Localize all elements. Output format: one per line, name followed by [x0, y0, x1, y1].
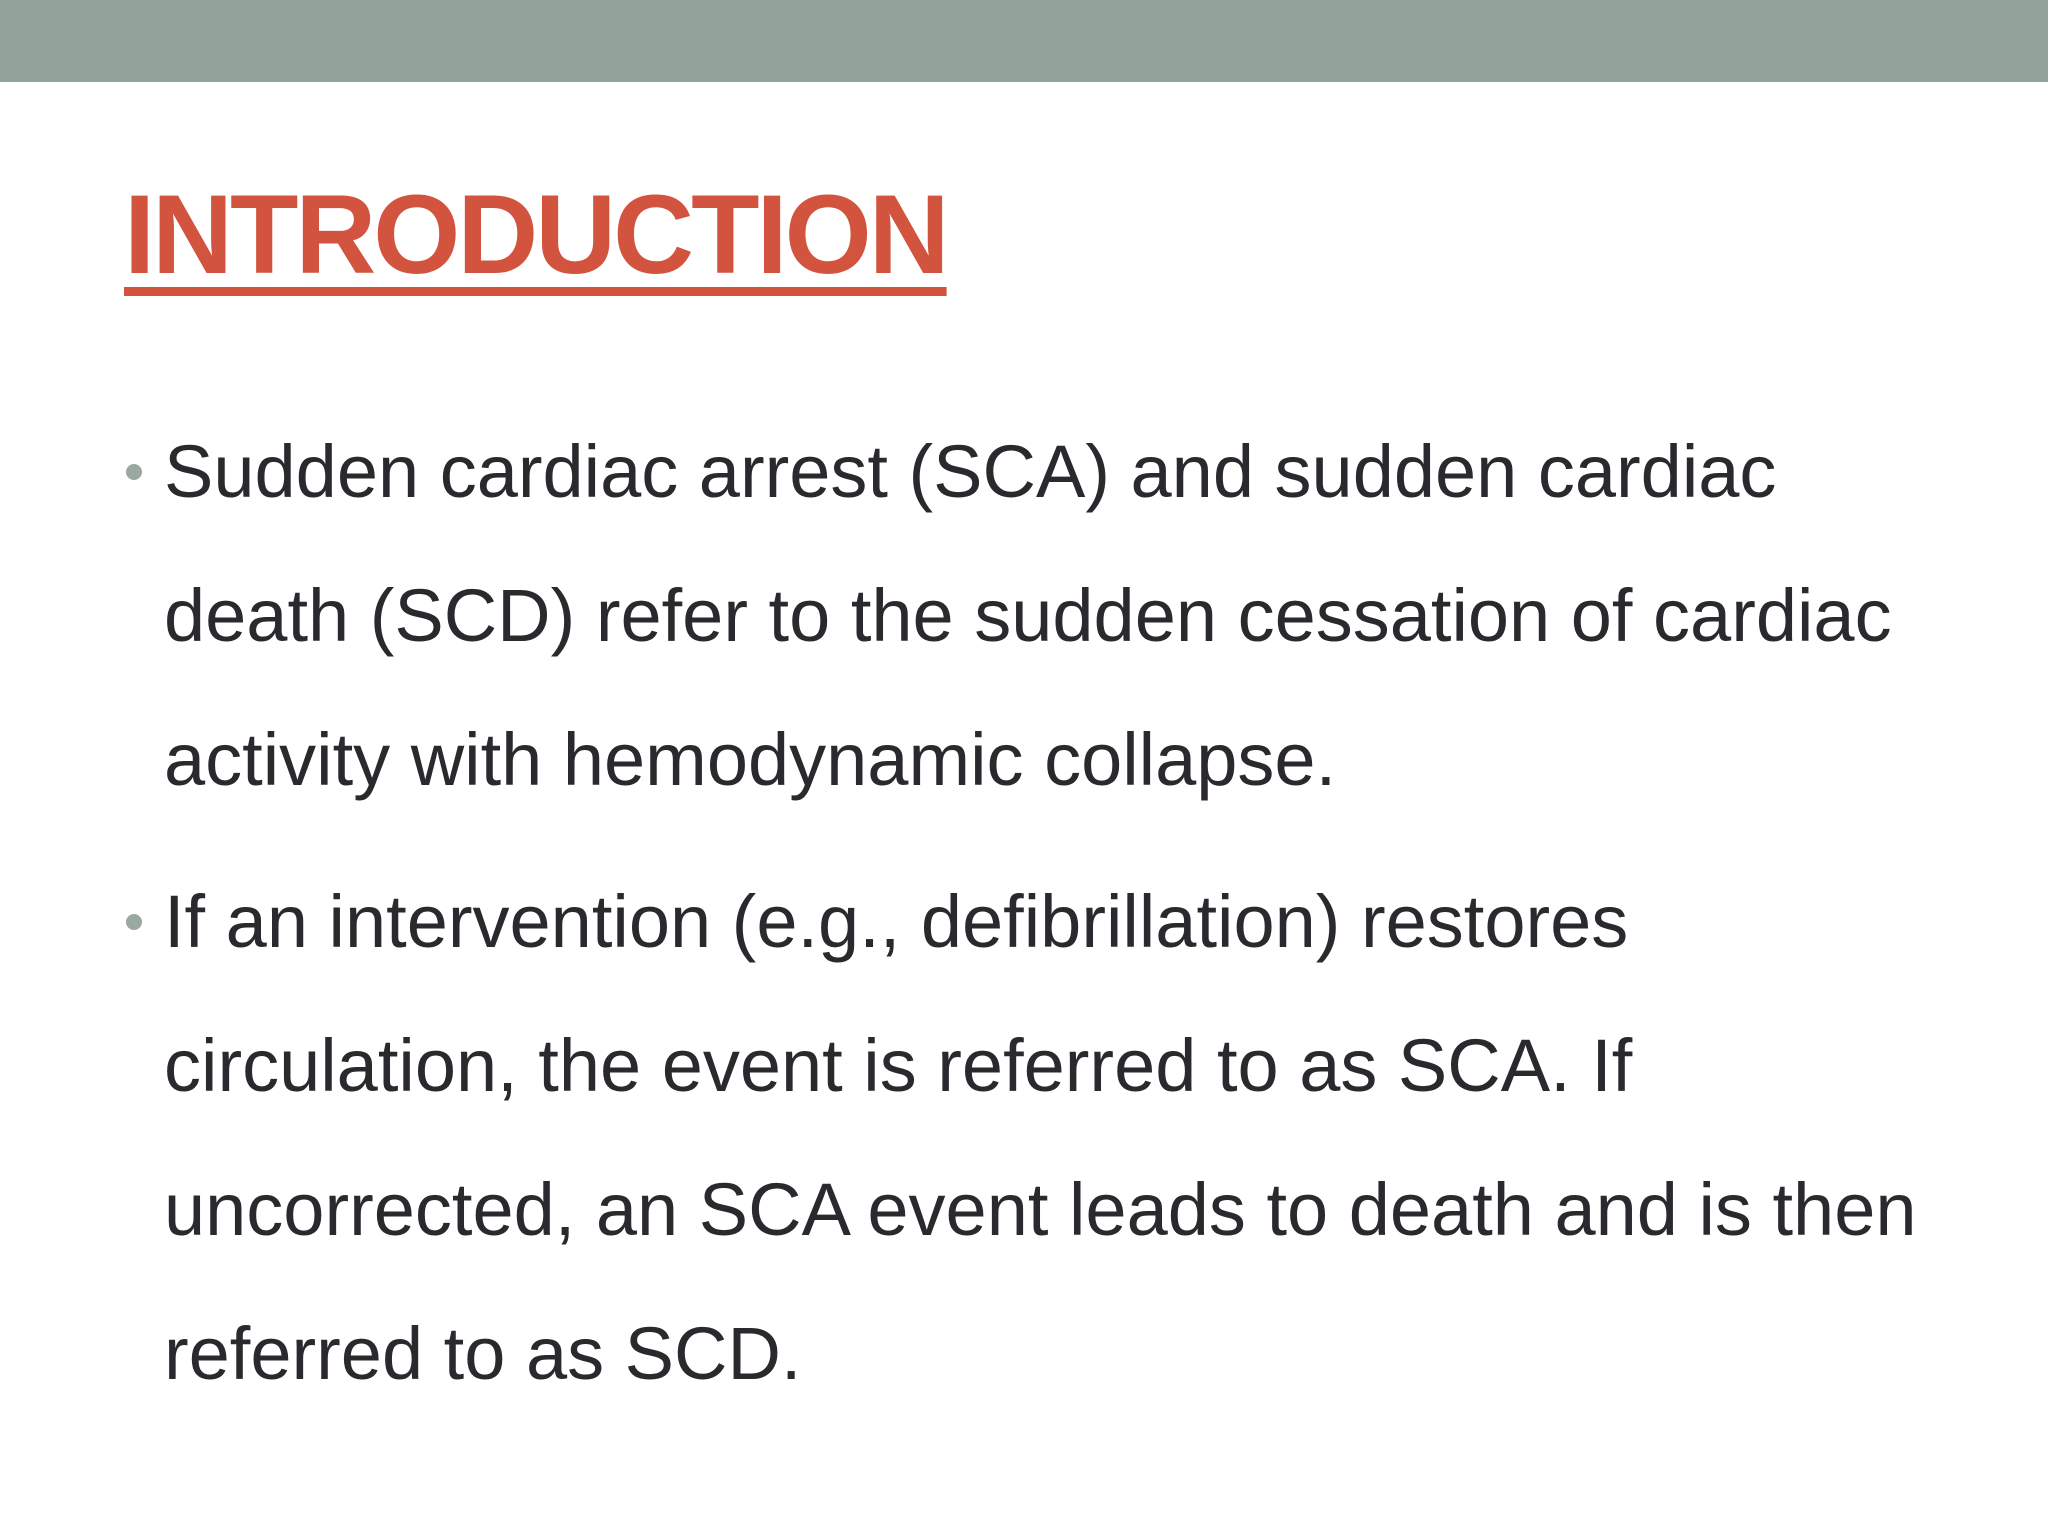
bullet-item [124, 400, 1964, 832]
bullet-item [124, 850, 1964, 1426]
bullet-dot-icon [126, 464, 142, 480]
bullet-text: If an intervention (e.g., defibrillation) restores circulation, the event is referred to as SCA. If uncorrected, an SCA event leads to death and is then referred to as SCD. [164, 880, 1917, 1395]
bullet-list [124, 400, 1964, 1444]
header-bar [0, 0, 2048, 82]
bullet-dot-icon [126, 914, 142, 930]
slide-title: INTRODUCTION [124, 172, 947, 297]
bullet-text: Sudden cardiac arrest (SCA) and sudden cardiac death (SCD) refer to the sudden cessation of cardiac activity with hemodynamic collapse. [164, 430, 1892, 801]
